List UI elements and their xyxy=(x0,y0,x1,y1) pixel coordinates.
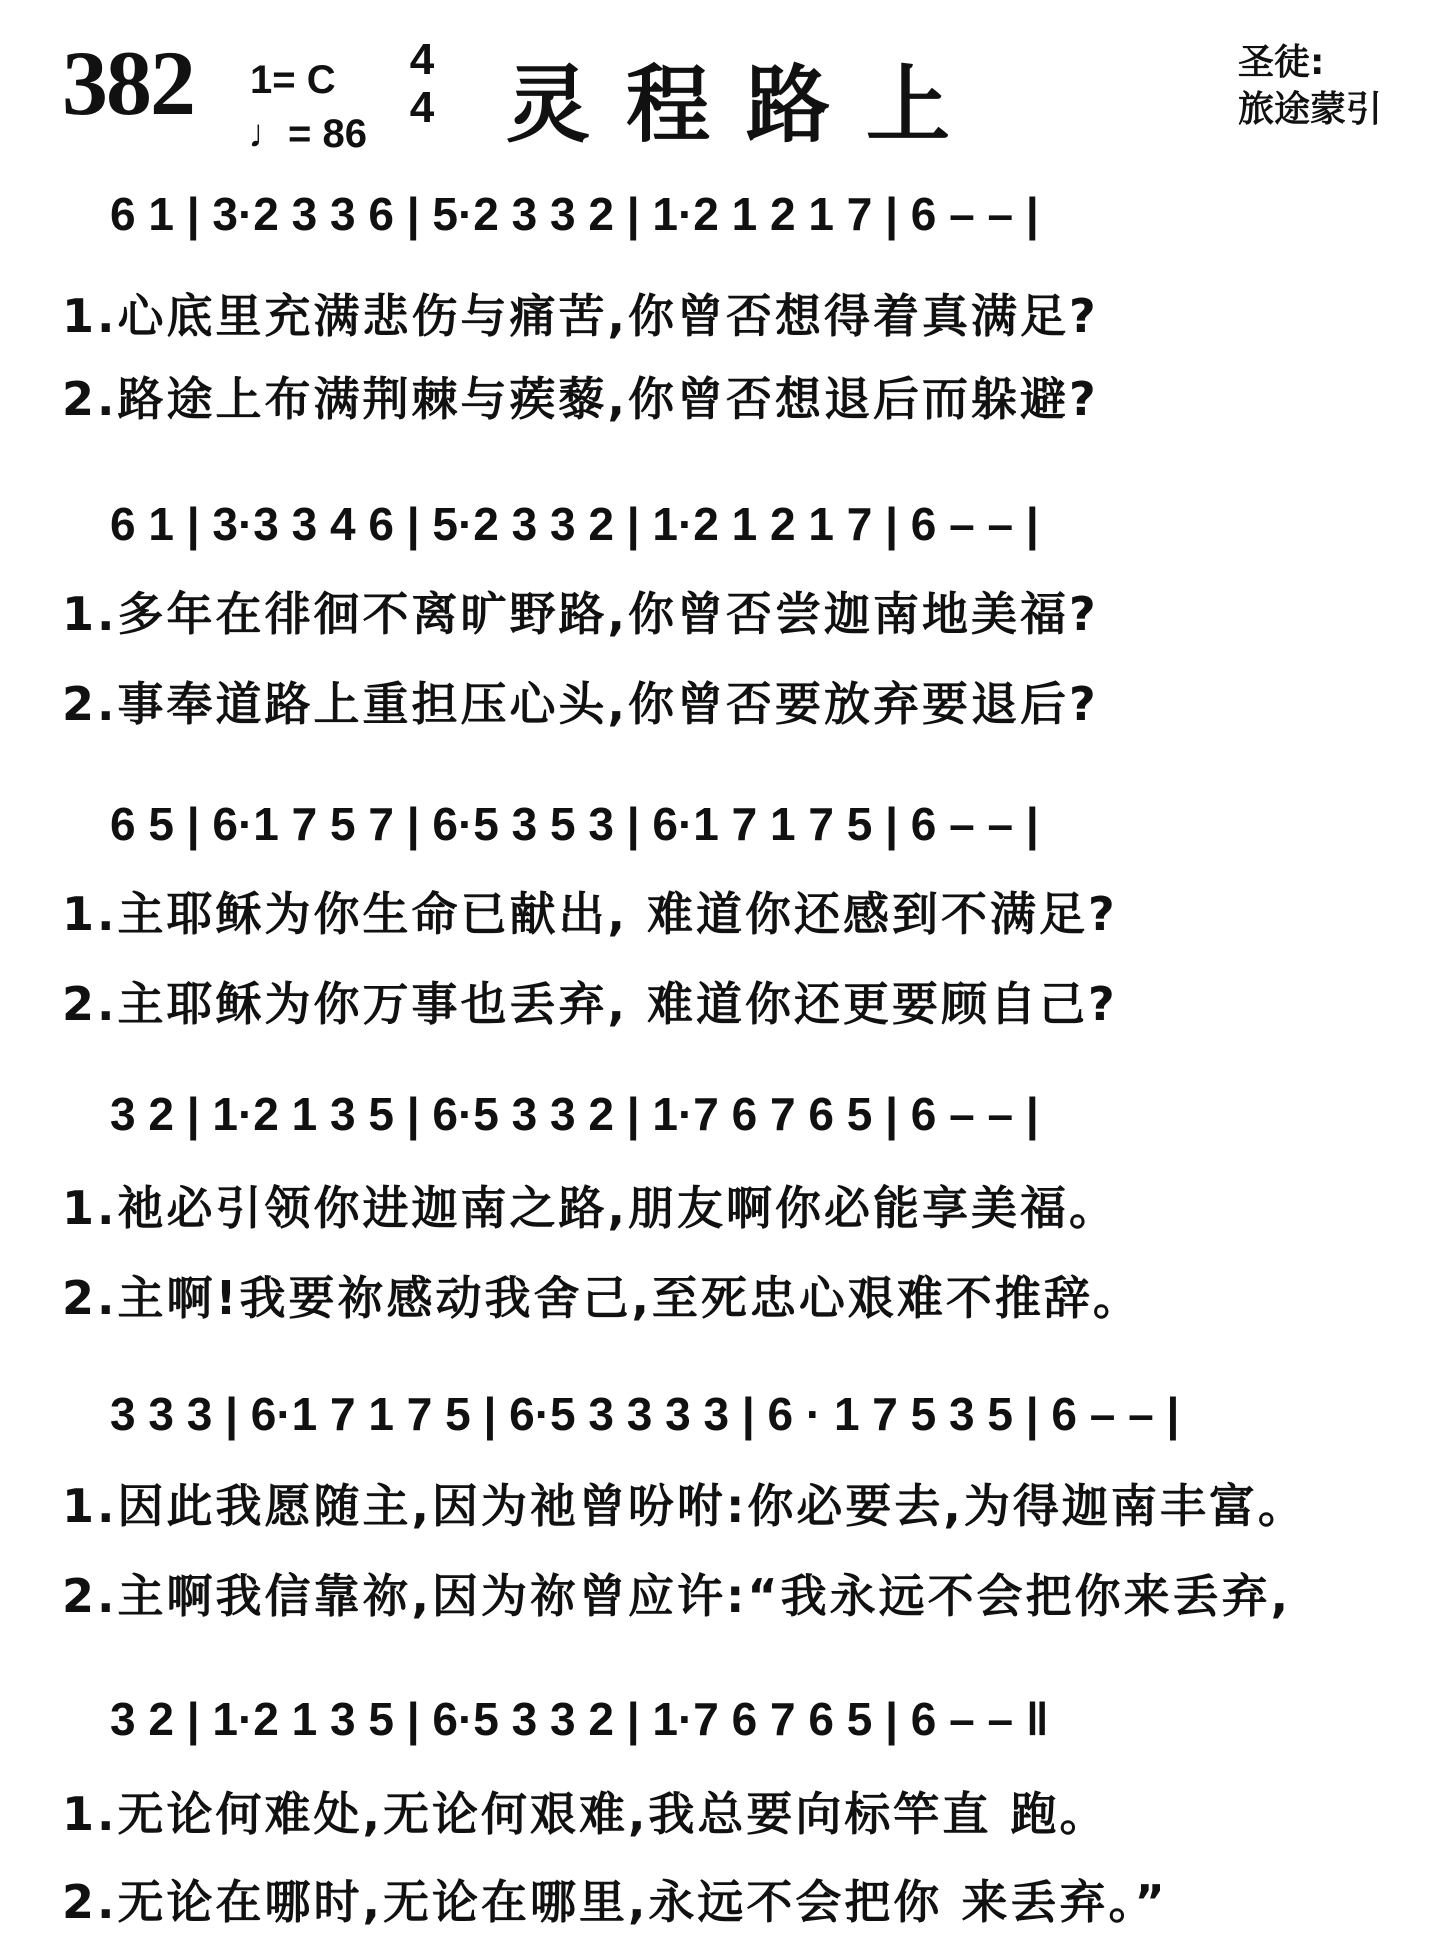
quarter-note-icon: ♩ xyxy=(248,112,288,156)
notation-line-5 xyxy=(110,1380,1410,1470)
notation-text: 3 2 | 1·2 1 3 5 | 6·5 3 3 2 | 1·7 6 7 6 5 | 6 – – ‖ xyxy=(110,1693,1049,1745)
lyric-3-verse-1: 1.主耶稣为你生命已献出, 难道你还感到不满足? xyxy=(62,887,1118,941)
notation-line-6 xyxy=(110,1685,1410,1775)
lyric-5-verse-1: 1.因此我愿随主,因为祂曾吩咐:你必要去,为得迦南丰富。 xyxy=(62,1479,1307,1533)
time-signature-top: 4 xyxy=(409,35,435,84)
notation-svg-1 xyxy=(110,180,1410,270)
hymn-number: 382 xyxy=(62,32,194,134)
notation-text: 3 2 | 1·2 1 3 5 | 6·5 3 3 2 | 1·7 6 7 6 5 | 6 – – | xyxy=(110,1088,1039,1140)
notation-svg-2 xyxy=(110,490,1410,580)
notation-text: 3 3 3 | 6·1 7 1 7 5 | 6·5 3 3 3 3 | 6 · 1 7 5 3 5 | 6 – – | xyxy=(110,1388,1180,1440)
lyric-4-verse-1: 1.祂必引领你进迦南之路,朋友啊你必能享美福。 xyxy=(62,1181,1118,1235)
key-signature: 1= C xyxy=(250,58,336,102)
lyric-1-verse-2: 2.路途上布满荆棘与蒺藜,你曾否想退后而躲避? xyxy=(62,372,1099,426)
lyric-6-verse-2: 2.无论在哪时,无论在哪里,永远不会把你 来丢弃。” xyxy=(62,1875,1168,1929)
hymn-title: 灵程路上 xyxy=(506,56,987,154)
notation-text: 6 1 | 3·2 3 3 6 | 5·2 3 3 2 | 1·2 1 2 1 7 | 6 – – | xyxy=(110,188,1039,240)
lyric-6-verse-1: 1.无论何难处,无论何艰难,我总要向标竿直 跑。 xyxy=(62,1787,1109,1841)
tempo-value: = 86 xyxy=(288,112,367,156)
tempo-marking xyxy=(248,112,367,157)
lyric-2-verse-1: 1.多年在徘徊不离旷野路,你曾否尝迦南地美福? xyxy=(62,587,1099,641)
author-line-1: 圣徒: xyxy=(1238,42,1325,83)
author-line-2: 旅途蒙引 xyxy=(1238,88,1383,130)
lyric-3-verse-2: 2.主耶稣为你万事也丢弃, 难道你还更要顾自己? xyxy=(62,977,1118,1031)
lyric-2-verse-2: 2.事奉道路上重担压心头,你曾否要放弃要退后? xyxy=(62,677,1099,731)
notation-line-2 xyxy=(110,490,1410,580)
lyric-1-verse-1: 1.心底里充满悲伤与痛苦,你曾否想得着真满足? xyxy=(62,289,1099,343)
author-credit xyxy=(1238,40,1382,134)
notation-svg-4 xyxy=(110,1080,1410,1170)
notation-line-3 xyxy=(110,790,1410,880)
notation-line-1 xyxy=(110,180,1410,270)
notation-svg-3 xyxy=(110,790,1410,880)
notation-text: 6 1 | 3·3 3 4 6 | 5·2 3 3 2 | 1·2 1 2 1 7 | 6 – – | xyxy=(110,498,1039,550)
notation-text: 6 5 | 6·1 7 5 7 | 6·5 3 5 3 | 6·1 7 1 7 5 | 6 – – | xyxy=(110,798,1039,850)
notation-line-4 xyxy=(110,1080,1410,1170)
notation-svg-5 xyxy=(110,1380,1410,1470)
time-signature-bottom: 4 xyxy=(409,83,435,132)
lyric-4-verse-2: 2.主啊!我要祢感动我舍己,至死忠心艰难不推辞。 xyxy=(62,1271,1142,1325)
lyric-5-verse-2: 2.主啊我信靠祢,因为祢曾应许:“我永远不会把你来丢弃, xyxy=(62,1569,1292,1623)
notation-svg-6 xyxy=(110,1685,1410,1775)
time-signature xyxy=(402,35,442,132)
